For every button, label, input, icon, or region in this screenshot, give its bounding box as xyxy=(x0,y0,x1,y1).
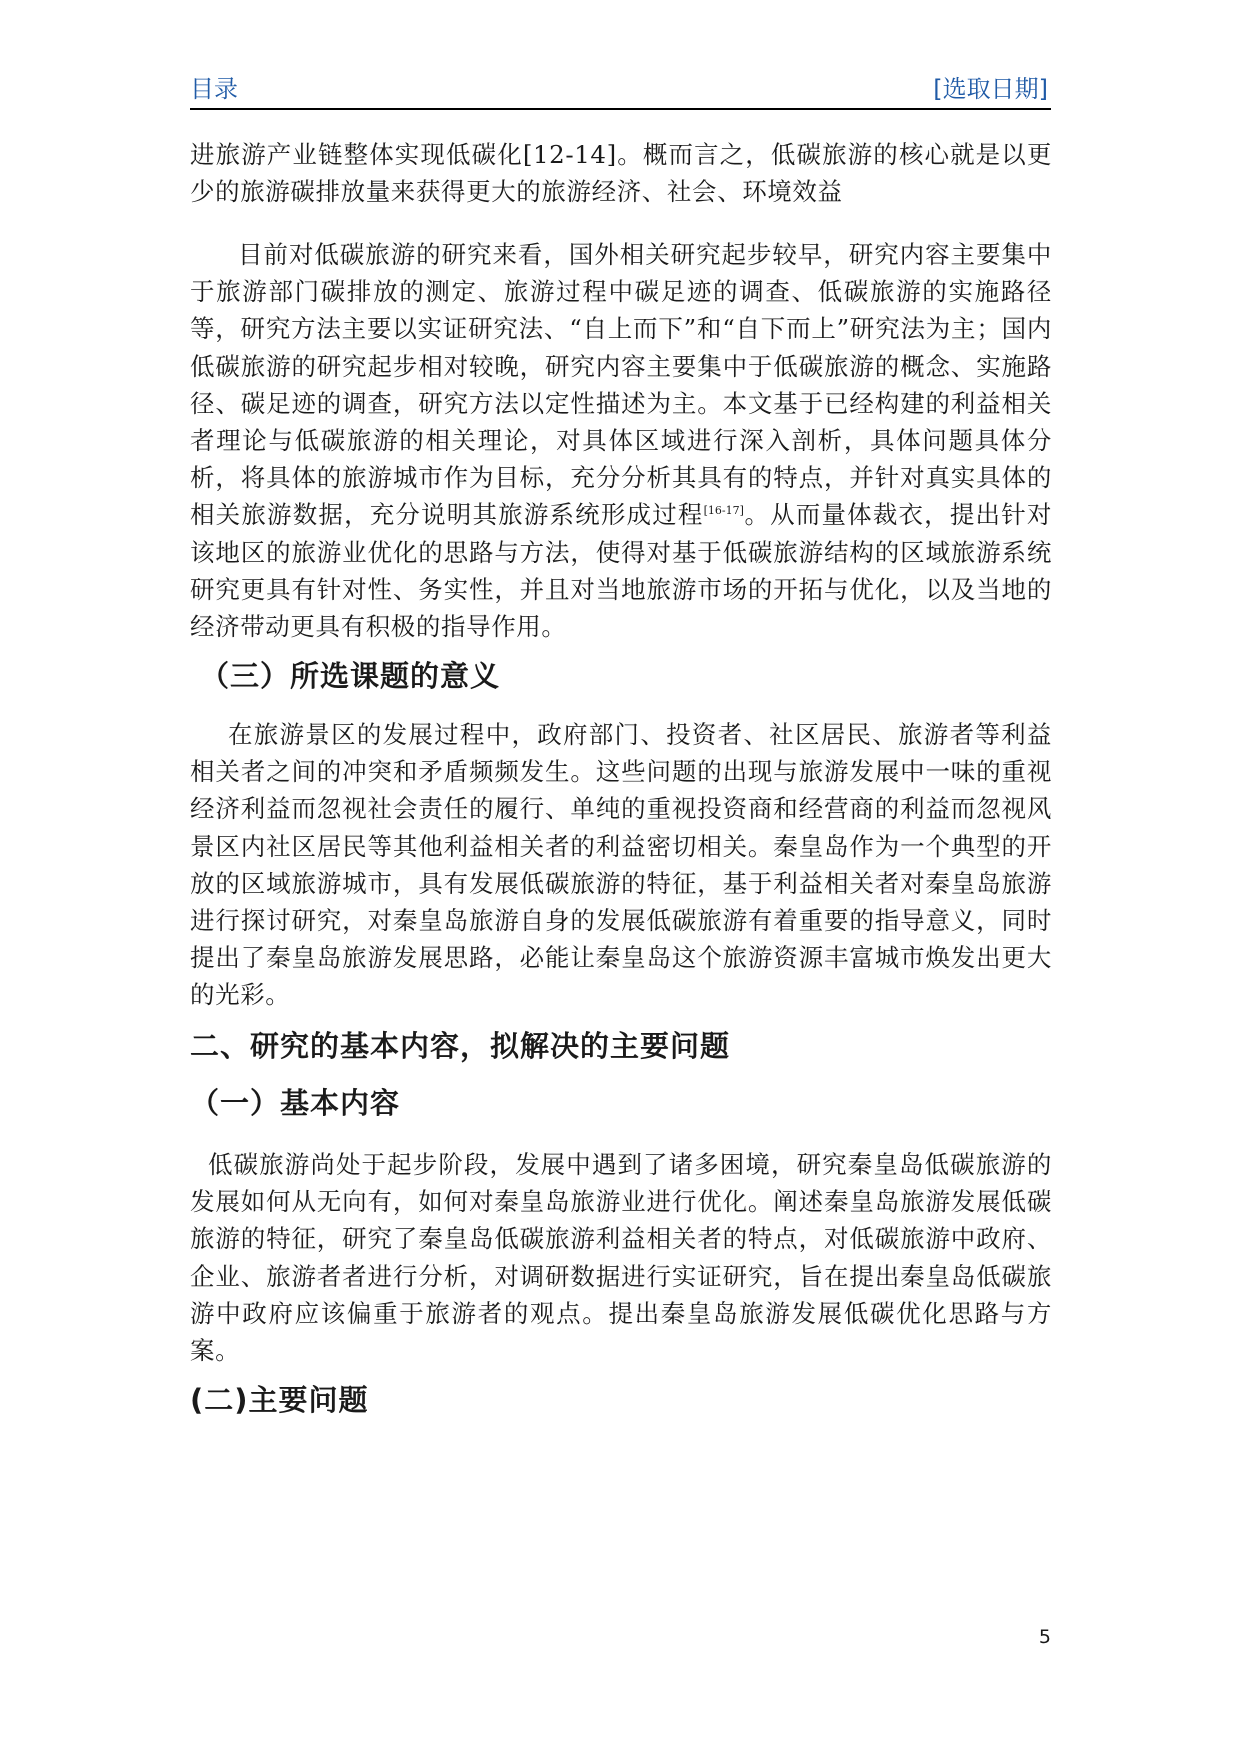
paragraph-basic-content: 低碳旅游尚处于起步阶段，发展中遇到了诸多困境，研究秦皇岛低碳旅游的发展如何从无向有，如何对秦皇岛旅游业进行优化。阐述秦皇岛旅游发展低碳旅游的特征，研究了秦皇岛低碳旅游利益相关者的特点，对低碳旅游中政府、企业、旅游者者进行分析，对调研数据进行实证研究，旨在提出秦皇岛低碳旅游中政府应该偏重于旅游者的观点。提出秦皇岛旅游发展低碳优化思路与方案。 xyxy=(190,1150,1052,1366)
citation-ref: [16-17] xyxy=(703,504,744,518)
heading-section-2: 二、研究的基本内容，拟解决的主要问题 xyxy=(190,1029,731,1063)
paragraph-research-review xyxy=(190,236,1052,645)
paragraph-significance: 在旅游景区的发展过程中，政府部门、投资者、社区居民、旅游者等利益相关者之间的冲突和矛盾频频发生。这些问题的出现与旅游发展中一味的重视经济利益而忽视社会责任的履行、单纯的重视投资商和经营商的利益而忽视风景区内社区居民等其他利益相关者的利益密切相关。秦皇岛作为一个典型的开放的区域旅游城市，具有发展低碳旅游的特征，基于利益相关者对秦皇岛旅游进行探讨研究，对秦皇岛旅游自身的发展低碳旅游有着重要的指导意义，同时提出了秦皇岛旅游发展思路，必能让秦皇岛这个旅游资源丰富城市焕发出更大的光彩。 xyxy=(190,720,1052,1010)
header-divider xyxy=(190,108,1051,110)
header-toc-link[interactable]: 目录 xyxy=(190,75,238,103)
paragraph-text: 。从而量体裁衣，提出针对该地区的旅游业优化的思路与方法，使得对基于低碳旅游结构的区域旅游系统研究更具有针对性、务实性，并且对当地旅游市场的开拓与优化，以及当地的经济带动更具有积极的指导作用。 xyxy=(190,500,1052,642)
heading-significance: （三）所选课题的意义 xyxy=(200,659,501,693)
header-date-field[interactable]: [选取日期] xyxy=(933,75,1048,103)
paragraph-low-carbon-summary: 进旅游产业链整体实现低碳化[12-14]。概而言之，低碳旅游的核心就是以更少的旅游碳排放量来获得更大的旅游经济、社会、环境效益 xyxy=(190,140,1052,207)
heading-main-problems: (二)主要问题 xyxy=(190,1383,369,1417)
heading-basic-content: （一）基本内容 xyxy=(190,1086,401,1120)
page-number: 5 xyxy=(1038,1626,1051,1648)
paragraph-text: 目前对低碳旅游的研究来看，国外相关研究起步较早，研究内容主要集中于旅游部门碳排放的测定、旅游过程中碳足迹的调查、低碳旅游的实施路径等，研究方法主要以实证研究法、“自上而下”和“自下而上”研究法为主；国内低碳旅游的研究起步相对较晚，研究内容主要集中于低碳旅游的概念、实施路径、碳足迹的调查，研究方法以定性描述为主。本文基于已经构建的利益相关者理论与低碳旅游的相关理论，对具体区域进行深入剖析，具体问题具体分析，将具体的旅游城市作为目标，充分分析其具有的特点，并针对真实具体的相关旅游数据，充分说明其旅游系统形成过程 xyxy=(190,240,1052,530)
